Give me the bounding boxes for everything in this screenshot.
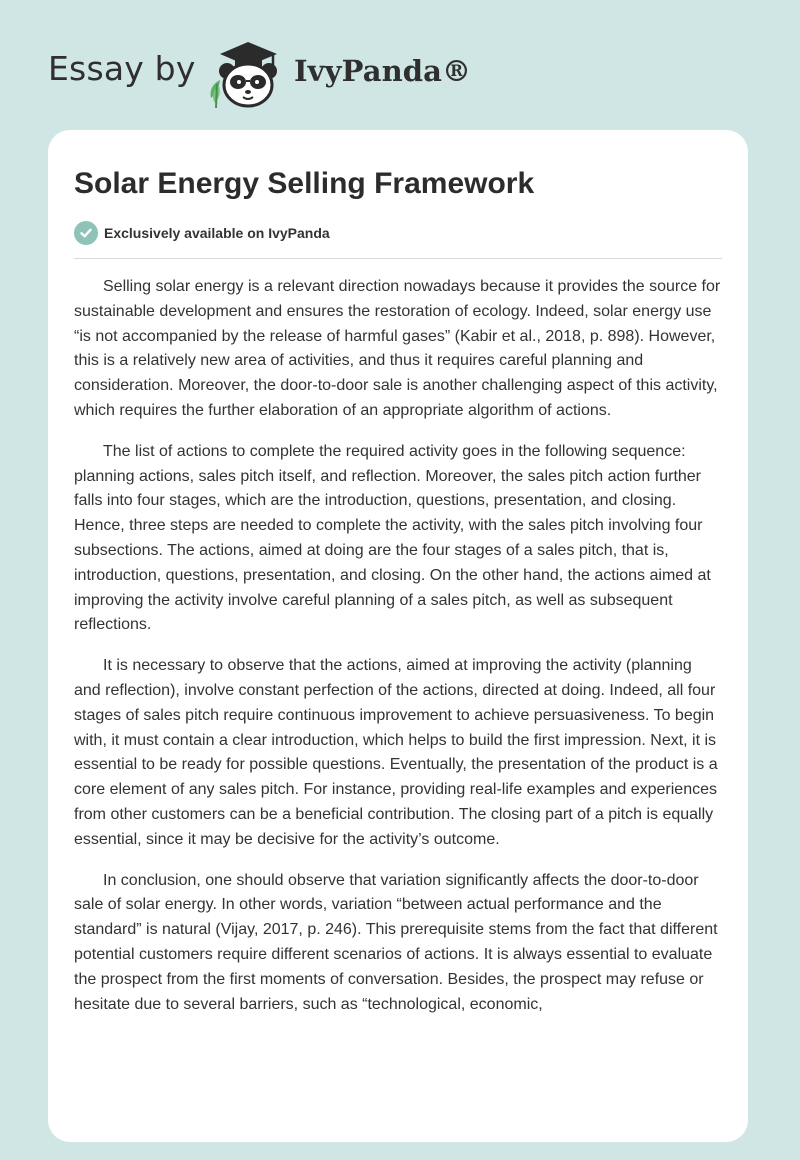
brand-prefix: Essay by (48, 49, 196, 88)
paragraph: Selling solar energy is a relevant direction nowadays because it provides the source for sustainable development and ensures the restoration of ecology. Indeed, solar energy use “is not accompanied by the release of harmful gases” (Kabir et al., 2018, p. 898). However, this is a relatively new area of activities, and thus it requires careful planning and consideration. Moreover, the door-to-door sale is another challenging aspect of this activity, which requires the further elaboration of an appropriate algorithm of actions. (74, 278, 721, 419)
essay-card (48, 130, 748, 1142)
essay-content (74, 275, 722, 1017)
divider (74, 258, 722, 259)
availability-text: Exclusively available on IvyPanda (104, 225, 330, 241)
brand-name[interactable]: IvyPanda® (294, 54, 472, 88)
checkmark-icon (74, 221, 98, 245)
paragraph: The list of actions to complete the required activity goes in the following sequence: planning actions, sales pitch itself, and reflection. Moreover, the sales pitch action further falls into four stages, which are the introduction, questions, presentation, and closing. Hence, three steps are needed to complete the activity, with the sales pitch involving four subsections. The actions, aimed at doing are the four stages of a sales pitch, that is, introduction, questions, presentation, and closing. On the other hand, the actions aimed at improving the activity involve careful planning of a sales pitch, as well as subsequent reflections. (74, 442, 711, 634)
paragraph: In conclusion, one should observe that variation significantly affects the door-to-door sale of solar energy. In other words, variation “between actual performance and the standard” is natural (Vijay, 2017, p. 246). This prerequisite stems from the fact that different potential customers require different scenarios of actions. It is always essential to evaluate the prospect from the first moments of conversation. Besides, the prospect may refuse or hesitate due to several barriers, such as “technological, economic, (74, 871, 718, 1013)
essay-title: Solar Energy Selling Framework (74, 167, 535, 200)
paragraph: It is necessary to observe that the actions, aimed at improving the activity (planning and reflection), involve constant perfection of the actions, directed at doing. Indeed, all four stages of sales pitch require continuous improvement to achieve persuasiveness. To begin with, it must contain a clear introduction, which helps to build the first impression. Next, it is essential to be ready for possible questions. Eventually, the presentation of the product is a core element of any sales pitch. For instance, providing real-life examples and experiences from other customers can be a beneficial contribution. The closing part of a pitch is equally essential, since it may be decisive for the activity’s outcome. (74, 657, 718, 848)
panda-logo-icon[interactable] (201, 36, 291, 110)
availability-note (74, 220, 722, 246)
site-header (48, 36, 508, 110)
